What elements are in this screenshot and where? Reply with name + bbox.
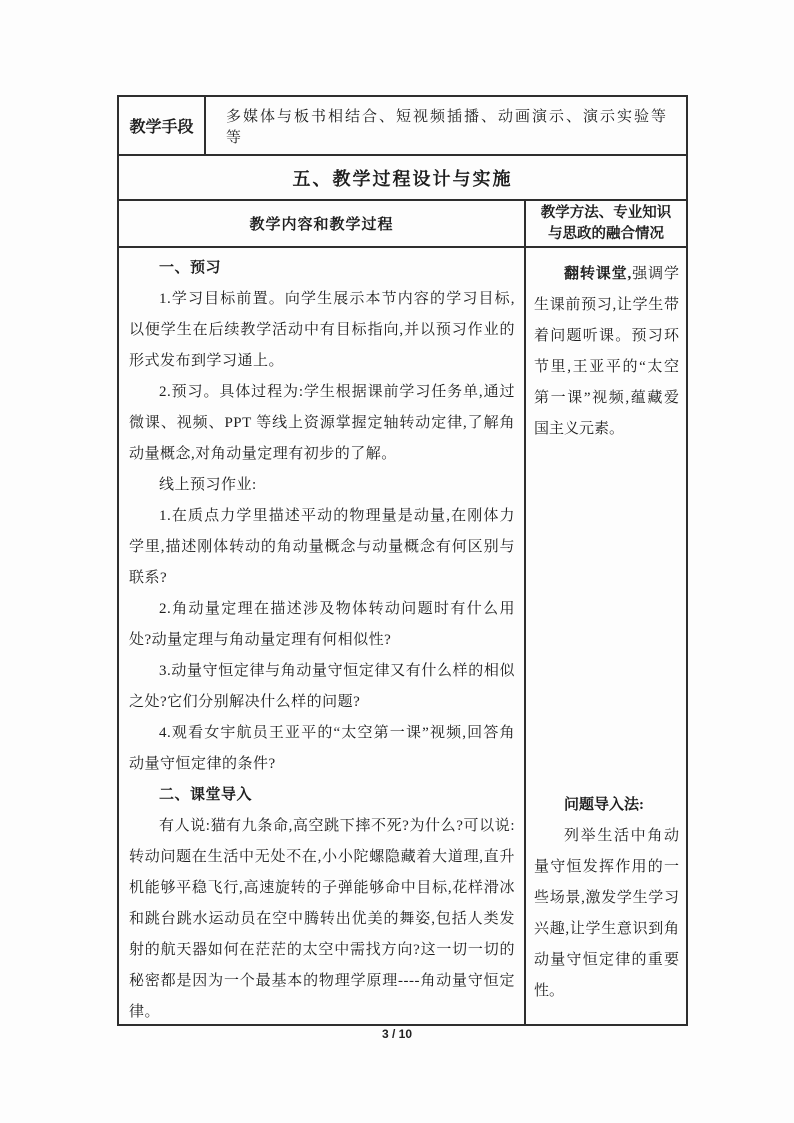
teaching-content-cell [119,248,526,1024]
flipped-classroom-text: 强调学生课前预习,让学生带着问题听课。预习环节里,王亚平的“太空第一课”视频,蕴藏爱国主义元素。 [534,266,679,437]
right-column-header-line2: 与思政的融合情况 [548,225,664,242]
paragraph: 1.在质点力学里描述平动的物理量是动量,在刚体力学里,描述刚体转动的角动量概念与动量概念有何区别与联系? [129,508,515,586]
paragraph: 2.角动量定理在描述涉及物体转动问题时有什么用处?动量定理与角动量定理有何相似性? [129,601,515,648]
paragraph: 4.观看女宇航员王亚平的“太空第一课”视频,回答角动量守恒定律的条件? [129,725,515,772]
teaching-method-cell [526,248,686,1024]
left-column-header: 教学内容和教学过程 [119,201,526,246]
right-column-header [526,201,686,246]
content-row [119,248,686,1024]
column-header-row [119,201,686,248]
question-lead-in-note [534,790,679,1007]
teaching-means-label: 教学手段 [119,97,206,154]
heading-classroom-lead-in: 二、课堂导入 [159,787,253,803]
paragraph: 1.学习目标前置。向学生展示本节内容的学习目标,以便学生在后续教学活动中有目标指向,并以预习作业的形式发布到学习通上。 [129,291,515,369]
heading-preview: 一、预习 [159,260,222,276]
question-lead-in-text: 列举生活中角动量守恒发挥作用的一些场景,激发学生学习兴趣,让学生意识到角动量守恒定律的重要性。 [534,828,679,999]
flipped-classroom-lead: 翻转课堂, [564,266,632,282]
question-lead-in-title: 问题导入法: [564,797,644,813]
paragraph: 2.预习。具体过程为:学生根据课前学习任务单,通过微课、视频、PPT 等线上资源掌握定轴转动定律,了解角动量概念,对角动量定理有初步的了解。 [129,384,515,462]
paragraph: 有人说:猫有九条命,高空跳下摔不死?为什么?可以说:转动问题在生活中无处不在,小小陀螺隐藏着大道理,直升机能够平稳飞行,高速旋转的子弹能够命中目标,花样滑冰和跳台跳水运动员在空中腾转出优美的舞姿,包括人类发射的航天器如何在茫茫的太空中需找方向?这一切一切的秘密都是因为一个最基本的物理学原理----角动量守恒定律。 [129,818,515,1020]
paragraph [534,259,679,445]
flipped-classroom-note [534,259,679,445]
page-number: 3 / 10 [381,1027,413,1041]
section-title: 五、教学过程设计与实施 [119,156,686,201]
teaching-means-row [119,97,686,156]
paragraph: 线上预习作业: [159,477,257,493]
teaching-means-value: 多媒体与板书相结合、短视频插播、动画演示、演示实验等等 [226,108,669,146]
lesson-plan-table [117,95,688,1026]
paragraph: 3.动量守恒定律与角动量守恒定律又有什么样的相似之处?它们分别解决什么样的问题? [129,663,515,710]
right-column-header-line1: 教学方法、专业知识 [540,204,672,221]
